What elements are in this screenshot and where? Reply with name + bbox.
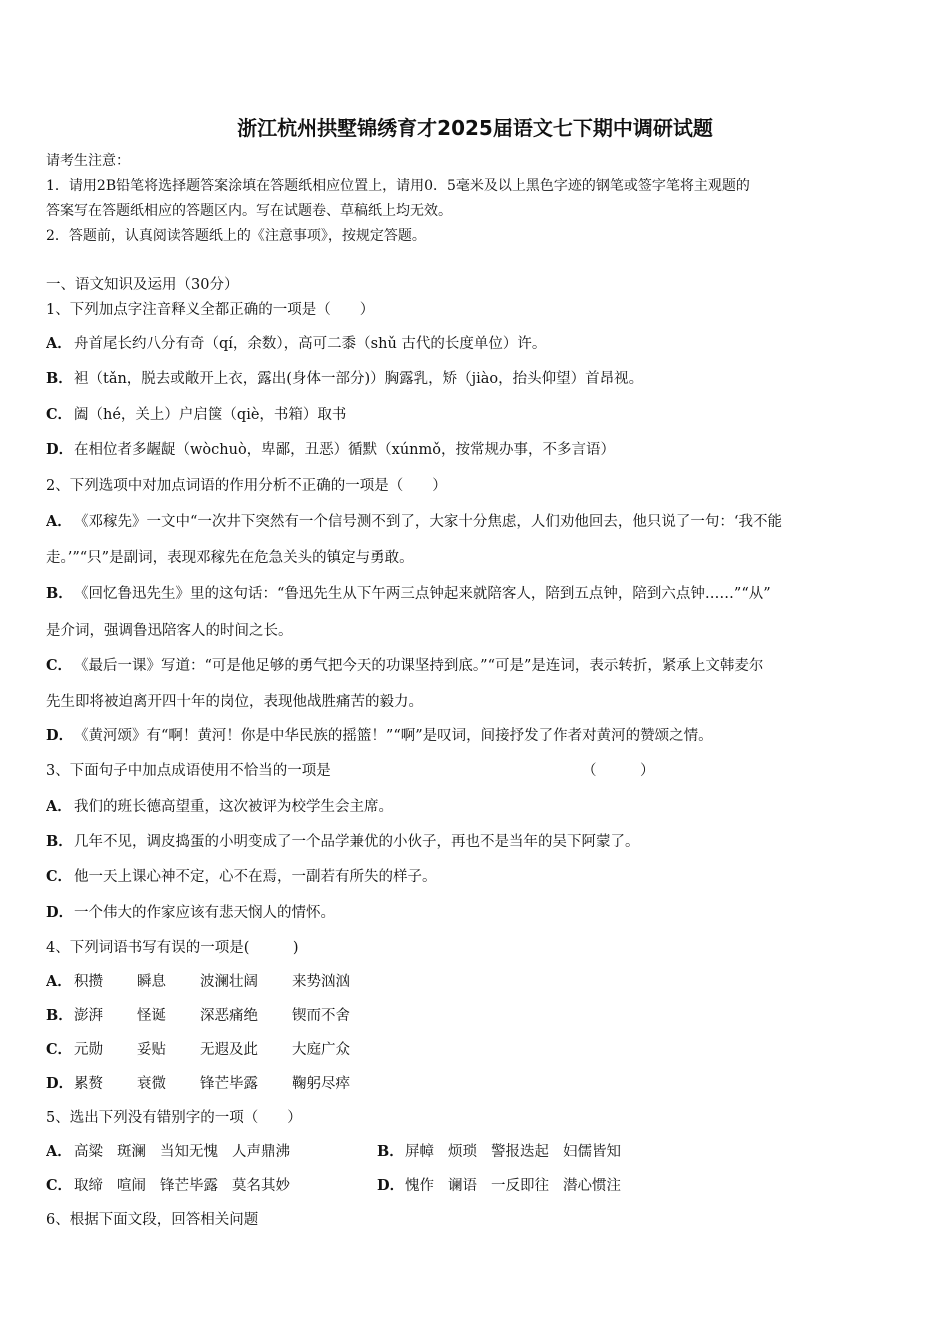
option-letter: B． [46,370,73,387]
word: 警报迭起 [491,1144,549,1160]
answer-paren: （ ） [582,763,655,779]
option-text: 在相位者多龌龊（wòchuò，卑鄙，丑恶）循默（xúnmǒ，按常规办事，不多言语） [74,442,616,458]
word: 烦琐 [448,1144,477,1160]
q2-option-c-cont: 先生即将被迫离开四十年的岗位，表现他战胜痛苦的毅力。 [46,694,423,710]
option-letter: A． [46,798,72,815]
option-letter: C． [46,406,73,423]
notice-item-1: 1．请用2B铅笔将选择题答案涂填在答题纸相应位置上，请用0．5毫米及以上黑色字迹的钢笔或签字笔将主观题的 [46,178,750,194]
option-letter: D． [46,904,74,921]
option-text: 《回忆鲁迅先生》里的这句话：“鲁迅先生从下午两三点钟起来就陪客人，陪到五点钟，陪到六点钟……”“从” [74,586,771,602]
q3-stem [46,761,908,781]
word: 愧作 [405,1178,434,1194]
page-title: 浙江杭州拱墅锦绣育才2025届语文七下期中调研试题 [237,116,713,140]
option-text: 《最后一课》写道：“可是他足够的勇气把今天的功课坚持到底。”“可是”是连词，表示转折，紧承上文韩麦尔 [74,658,764,674]
q3-option-a [46,797,908,817]
q6-stem: 6、根据下面文段，回答相关问题 [46,1212,259,1228]
word: 波澜壮阔 [200,974,258,990]
q4-option-c [46,1040,908,1060]
word: 莫名其妙 [232,1178,290,1194]
option-text: 他一天上课心神不定，心不在焉，一副若有所失的样子。 [74,869,437,885]
q2-stem: 2、下列选项中对加点词语的作用分析不正确的一项是（ ） [46,478,447,494]
q4-option-b [46,1006,908,1026]
notice-item-1-cont: 答案写在答题纸相应的答题区内。写在试题卷、草稿纸上均无效。 [46,203,452,219]
word: 喧闹 [117,1178,146,1194]
q4-stem: 4、下列词语书写有误的一项是( ) [46,940,299,956]
word: 深恶痛绝 [200,1008,258,1024]
option-letter: D． [46,441,74,458]
word: 屏幛 [405,1144,434,1160]
option-text: 舟首尾长约八分有奇（qí，余数），高可二黍（shǔ 古代的长度单位）许。 [74,336,547,352]
word: 来势汹汹 [292,974,350,990]
q4-option-d [46,1074,908,1094]
question-stem: 3、下面句子中加点成语使用不恰当的一项是 [46,763,331,779]
word: 谰语 [448,1178,477,1194]
q2-option-c [46,656,908,676]
word: 积攒 [74,974,103,990]
option-letter: C． [46,1041,73,1058]
word: 无遐及此 [200,1042,258,1058]
word: 一反即往 [491,1178,549,1194]
option-text: 《邓稼先》一文中“一次井下突然有一个信号测不到了，大家十分焦虑，人们劝他回去，他只说了一句：‘我不能 [74,514,783,530]
q2-option-d [46,726,908,746]
word: 妥贴 [137,1042,166,1058]
option-letter: A． [46,973,72,990]
option-letter: B． [46,1007,73,1024]
notice-item-2: 2．答题前，认真阅读答题纸上的《注意事项》，按规定答题。 [46,228,426,244]
q2-option-a-cont: 走。’”“只”是副词，表现邓稼先在危急关头的镇定与勇敢。 [46,550,414,566]
q5-option-b [377,1142,708,1162]
q1-option-d [46,440,908,460]
q5-option-c [46,1176,377,1196]
option-text: 袒（tǎn，脱去或敞开上衣，露出(身体一部分)）胸露乳，矫（jiào，抬头仰望）首昂视。 [74,371,644,387]
word: 鞠躬尽瘁 [292,1076,350,1092]
option-text: 《黄河颂》有“啊！黄河！你是中华民族的摇篮！”“啊”是叹词，间接抒发了作者对黄河的赞颂之情。 [74,728,713,744]
word: 衰微 [137,1076,166,1092]
word: 当知无愧 [160,1144,218,1160]
word: 锲而不舍 [292,1008,350,1024]
word: 大庭广众 [292,1042,350,1058]
option-text: 一个伟大的作家应该有悲天悯人的情怀。 [74,905,335,921]
option-letter: B． [377,1143,404,1160]
word: 锋芒毕露 [160,1178,218,1194]
option-letter: A． [46,513,72,530]
word: 澎湃 [74,1008,103,1024]
word: 潜心惯注 [563,1178,621,1194]
q5-option-a [46,1142,377,1162]
word: 人声鼎沸 [232,1144,290,1160]
q3-option-b [46,832,908,852]
option-letter: C． [46,1177,73,1194]
q3-option-d [46,903,908,923]
q2-option-b-cont: 是介词，强调鲁迅陪客人的时间之长。 [46,623,293,639]
section-heading: 一、语文知识及运用（30分） [46,277,239,293]
option-letter: D． [46,727,74,744]
option-text: 阖（hé，关上）户启箧（qiè，书箱）取书 [74,407,347,423]
option-text: 几年不见，调皮捣蛋的小明变成了一个品学兼优的小伙子，再也不是当年的吴下阿蒙了。 [74,834,640,850]
option-text: 我们的班长德高望重，这次被评为校学生会主席。 [74,799,393,815]
q5-stem: 5、选出下列没有错别字的一项（ ） [46,1110,302,1126]
q5-options-ab [46,1142,908,1162]
q4-option-a [46,972,908,992]
option-letter: C． [46,657,73,674]
word: 累赘 [74,1076,103,1092]
q2-option-a [46,512,908,532]
option-letter: B． [46,585,73,602]
option-letter: C． [46,868,73,885]
word: 锋芒毕露 [200,1076,258,1092]
option-letter: A． [46,335,72,352]
q2-option-b [46,584,908,604]
q1-option-b [46,369,908,389]
word: 元勋 [74,1042,103,1058]
q1-stem: 1、下列加点字注音释义全都正确的一项是（ ） [46,302,375,318]
q1-option-a [46,334,908,354]
word: 怪诞 [137,1008,166,1024]
option-letter: A． [46,1143,72,1160]
q3-option-c [46,867,908,887]
option-letter: B． [46,833,73,850]
word: 高粱 [74,1144,103,1160]
word: 取缔 [74,1178,103,1194]
q5-option-d [377,1176,708,1196]
option-letter: D． [377,1177,405,1194]
option-letter: D． [46,1075,74,1092]
word: 瞬息 [137,974,166,990]
q5-options-cd [46,1176,908,1196]
word: 妇儒皆知 [563,1144,621,1160]
word: 斑澜 [117,1144,146,1160]
q1-option-c [46,405,908,425]
notice-heading: 请考生注意： [46,153,130,169]
